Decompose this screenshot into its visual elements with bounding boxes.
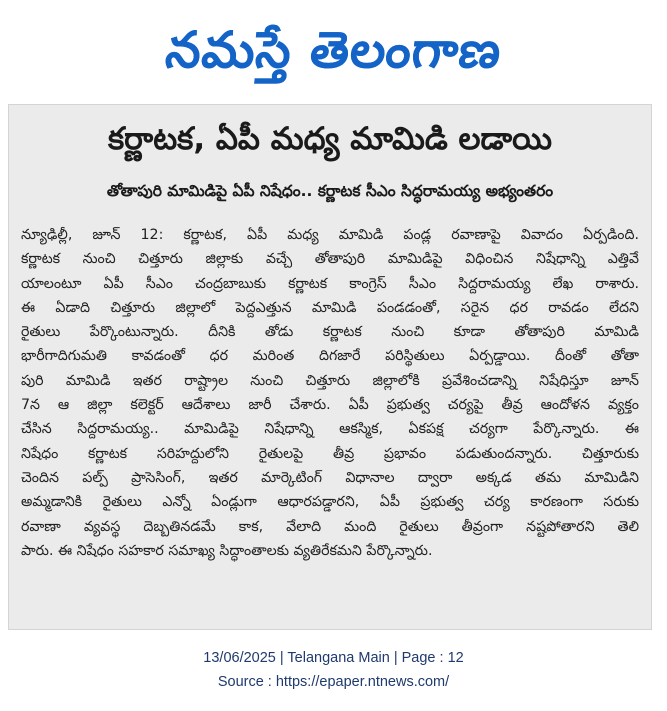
article-subheadline: తోతాపురి మామిడిపై ఏపీ నిషేధం.. కర్ణాటక సీఎం సిద్ధరామయ్య అభ్యంతరం bbox=[106, 182, 554, 200]
body-line: చెందిన పల్ప్ ప్రాసెసింగ్, ఇతర మార్కెటింగ్ విధానాల ద్వారా అక్కడ తమ మామిడిని bbox=[21, 469, 639, 486]
masthead-logo: నమస్తే తెలంగాణ bbox=[162, 21, 505, 79]
masthead bbox=[0, 0, 667, 100]
body-line: అమ్మడానికి రైతులు ఎన్నో ఏండ్లుగా ఆధారపడ్డారని, ఏపీ ప్రభుత్వ చర్య కారణంగా సరుకు bbox=[21, 494, 639, 511]
body-line: కర్ణాటక నుంచి చిత్తూరు జిల్లాకు వచ్చే తోతాపురి మామిడిపై విధించిన నిషేధాన్ని ఎత్తివే bbox=[21, 251, 639, 268]
body-line: ఈ ఏడాది చిత్తూరు జిల్లాలో పెద్దఎత్తున మామిడి పండడంతో, సరైన ధర రావడం లేదని bbox=[21, 299, 639, 316]
body-line: యాలంటూ ఏపీ సీఎం చంద్రబాబుకు కర్ణాటక కాంగ్రెస్ సీఎం సిద్దరామయ్య లేఖ రాశారు. bbox=[21, 275, 639, 292]
body-line: రవాణా వ్యవస్థ దెబ్బతినడమే కాక, వేలాది మంది రైతులు తీవ్రంగా నష్టపోతారని తెలి bbox=[21, 518, 639, 535]
article-clipping bbox=[8, 104, 652, 630]
article-headline: కర్ణాటక, ఏపీ మధ్య మామిడి లడాయి bbox=[107, 121, 553, 157]
body-line: నిషేధం కర్ణాటక సరిహద్దులోని రైతులపై తీవ్ర ప్రభావం పడుతుందన్నారు. చిత్తూరుకు bbox=[21, 445, 639, 462]
footer-date-edition: 13/06/2025 | Telangana Main | Page : 12 bbox=[203, 650, 464, 666]
footer-source: Source : https://epaper.ntnews.com/ bbox=[217, 674, 450, 690]
body-line: న్యూఢిల్లీ, జూన్ 12: కర్ణాటక, ఏపీ మధ్య మామిడి పండ్ల రవాణాపై వివాదం ఏర్పడింది. bbox=[21, 227, 639, 243]
body-line: పారు. ఈ నిషేధం సహకార సమాఖ్య సిద్ధాంతాలకు వ్యతిరేకమని పేర్కొన్నారు. bbox=[21, 542, 433, 559]
article-body bbox=[21, 223, 639, 563]
body-line: చేసిన సిద్దరామయ్య.. మామిడిపై నిషేధాన్ని ఆకస్మిక, ఏకపక్ష చర్యగా పేర్కొన్నారు. ఈ bbox=[21, 421, 639, 438]
body-line: 7న ఆ జిల్లా కలెక్టర్ ఆదేశాలు జారీ చేశారు. ఏపీ ప్రభుత్వ చర్యపై తీవ్ర ఆందోళన వ్యక్తం bbox=[21, 397, 639, 414]
body-line: పురి మామిడి ఇతర రాష్ట్రాల నుంచి చిత్తూరు జిల్లాలోకి ప్రవేశించడాన్ని నిషేధిస్తూ జూన్ bbox=[21, 372, 639, 389]
body-line: రైతులు పేర్కొంటున్నారు. దీనికి తోడు కర్ణాటక నుంచి కూడా తోతాపురి మామిడి bbox=[21, 324, 639, 341]
body-line: భారీగాదిగుమతి కావడంతో ధర మరింత దిగజారే పరిస్థితులు ఏర్పడ్డాయి. దీంతో తోతా bbox=[21, 348, 639, 365]
